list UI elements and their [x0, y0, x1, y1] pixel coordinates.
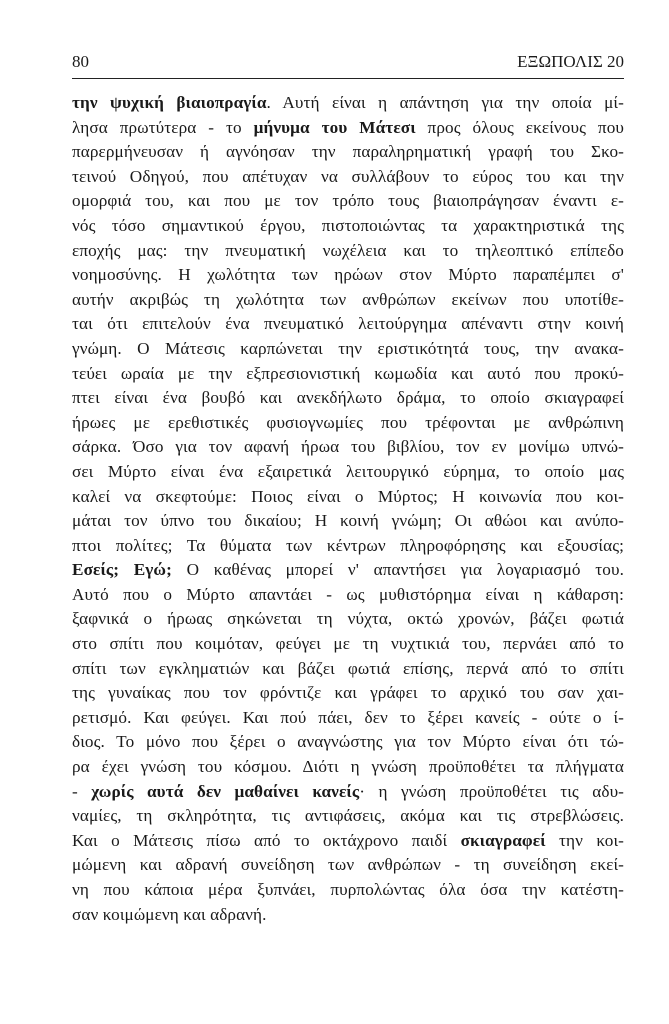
text-run: . Αυτή είναι η απάντηση για την οποία μί-: [266, 93, 624, 112]
text-line: [72, 189, 624, 214]
text-run: Και ο Μάτεσις πίσω από το οκτάχρονο παιδί: [72, 830, 461, 850]
text-line: [72, 903, 624, 928]
text-line: [72, 386, 624, 411]
text-run: · η γνώση προϋποθέτει τις αδυ-: [359, 781, 624, 801]
text-run: μώμενη και αδρανή συνείδηση των ανθρώπων - τη συνείδηση εκεί-: [72, 855, 624, 875]
text-run: παρερμήνευσαν ή αγνόησαν την παραληρηματική γραφή του Σκο-: [72, 142, 624, 162]
bold-text: σκιαγραφεί: [460, 830, 546, 850]
body-text: [72, 91, 624, 927]
text-run: στο σπίτι που κοιμόταν, φεύγει με τη νυχτικιά του, περνάει από το: [72, 634, 624, 654]
text-line: [72, 878, 624, 903]
text-line: [72, 411, 624, 436]
text-run: πτοι πολίτες; Τα θύματα των κέντρων πληροφόρησης και εξουσίας;: [72, 535, 624, 555]
text-run: νη που κάποια μέρα ξυπνάει, πυρπολώντας όλα όσα την κατέστη-: [72, 880, 624, 899]
text-line: [72, 214, 624, 239]
text-line: [72, 485, 624, 510]
text-run: νοημοσύνης. Η χωλότητα των ηρώων στον Μύρτο παραπέμπει σ': [72, 265, 624, 285]
text-run: -: [72, 781, 92, 801]
text-run: την κοι-: [545, 830, 624, 850]
text-line: [72, 730, 624, 755]
text-run: γνώμη. Ο Μάτεσις καρπώνεται την εριστικότητά τους, την ανακα-: [72, 338, 624, 358]
text-line: [72, 780, 624, 805]
page-number: 80: [72, 52, 89, 71]
bold-text: Εσείς; Εγώ;: [72, 560, 172, 580]
text-line: [72, 804, 624, 829]
text-run: καλεί να σκεφτούμε: Ποιος είναι ο Μύρτος; Η κοινωνία που κοι-: [72, 486, 624, 506]
text-line: [72, 116, 624, 141]
text-run: της γυναίκας που τον φρόντιζε και γράφει το αρχικό του σαν χαι-: [72, 683, 624, 703]
text-line: [72, 91, 624, 116]
text-run: ρετισμό. Και φεύγει. Και πού πάει, δεν το ξέρει κανείς - ούτε ο ί-: [72, 707, 624, 727]
text-line: [72, 534, 624, 559]
text-line: [72, 853, 624, 878]
text-line: [72, 312, 624, 337]
text-run: ήρωες με ερεθιστικές φυσιογνωμίες που τρέφονται με ανθρώπινη: [72, 412, 624, 432]
text-line: [72, 583, 624, 608]
text-run: εποχής μας: την πνευματική νωχέλεια και το τηλεοπτικό επίπεδο: [72, 240, 624, 260]
text-run: ομορφιά του, και που με τον τρόπο τους βιαιοπράγησαν έναντι ε-: [72, 191, 624, 211]
text-line: [72, 558, 624, 583]
text-run: Ο καθένας μπορεί ν' απαντήσει για λογαριασμό του.: [171, 560, 624, 580]
text-line: [72, 460, 624, 485]
text-line: [72, 165, 624, 190]
text-run: ξαφνικά ο ήρωας σηκώνεται τη νύχτα, οκτώ χρονών, βάζει φωτιά: [72, 609, 624, 629]
bold-text: την ψυχική βιαιοπραγία: [72, 93, 267, 112]
text-line: [72, 755, 624, 780]
book-page: [72, 52, 624, 927]
text-run: λησα πρωτύτερα - το: [72, 117, 254, 137]
text-run: νός τόσο σημαντικού έργου, πιστοποιώντας τα χαρακτηριστικά της: [72, 215, 624, 235]
text-line: [72, 263, 624, 288]
text-run: ναμίες, τη σκληρότητα, τις αντιφάσεις, ακόμα και τις στρεβλώσεις.: [72, 806, 624, 826]
text-line: [72, 681, 624, 706]
text-line: [72, 706, 624, 731]
text-line: [72, 239, 624, 264]
text-line: [72, 657, 624, 682]
text-line: [72, 829, 624, 854]
text-line: [72, 509, 624, 534]
text-run: σάρκα. Όσο για τον αφανή ήρωα του βιβλίου, τον εν μονίμω υπνώ-: [72, 437, 624, 457]
text-run: Αυτό που ο Μύρτο απαντάει - ως μυθιστόρημα είναι η κάθαρση:: [72, 584, 624, 604]
text-run: μάται τον ύπνο του δικαίου; Η κοινή γνώμη; Οι αθώοι και ανύπο-: [72, 511, 624, 531]
text-run: σπίτι των εγκληματιών και βάζει φωτιά επίσης, περνά από το σπίτι: [72, 658, 624, 678]
bold-text: μήνυμα του Μάτεσι: [253, 117, 416, 137]
text-line: [72, 607, 624, 632]
page-header: [72, 52, 624, 79]
text-run: αυτήν ακριβώς τη χωλότητα των ανθρώπων εκείνων που υποτίθε-: [72, 289, 624, 309]
text-run: διος. Το μόνο που ξέρει ο αναγνώστης για τον Μύρτο είναι ότι τώ-: [72, 732, 624, 752]
text-run: πτει είναι ένα βουβό και ανεκδήλωτο δράμα, το οποίο σκιαγραφεί: [72, 388, 624, 408]
text-run: τεύει ωραία με την εξπρεσιονιστική κωμωδία και αυτό που προκύ-: [72, 363, 624, 383]
text-line: [72, 362, 624, 387]
text-line: [72, 435, 624, 460]
bold-text: χωρίς αυτά δεν μαθαίνει κανείς: [91, 781, 360, 801]
text-run: σαν κοιμώμενη και αδρανή.: [72, 904, 267, 924]
text-run: ρα έχει γνώση του κόσμου. Διότι η γνώση προϋποθέτει τα πλήγματα: [72, 757, 624, 777]
text-run: προς όλους εκείνους που: [415, 117, 625, 137]
text-line: [72, 632, 624, 657]
text-line: [72, 288, 624, 313]
running-title: ΕΞΩΠΟΛΙΣ 20: [517, 52, 624, 71]
text-run: σει Μύρτο είναι ένα εξαιρετικά λειτουργικό εύρημα, το οποίο μας: [72, 461, 624, 481]
text-line: [72, 337, 624, 362]
text-run: τεινού Οδηγού, που απέτυχαν να συλλάβουν το εύρος του και την: [72, 166, 624, 186]
text-run: ται ότι επιτελούν ένα πνευματικό λειτούργημα απέναντι στην κοινή: [72, 314, 624, 334]
text-line: [72, 140, 624, 165]
